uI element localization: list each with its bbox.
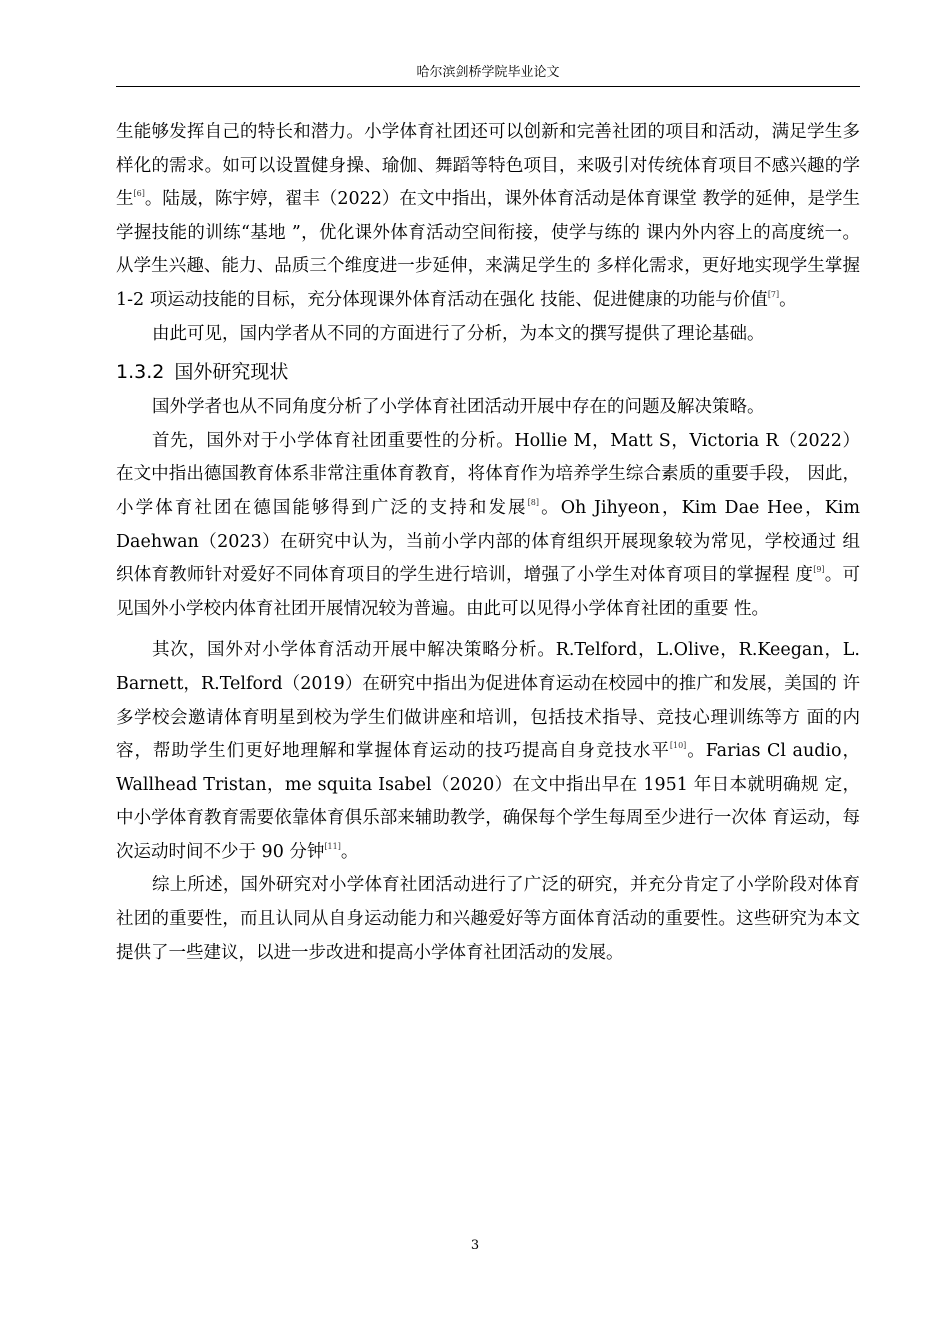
page-body	[116, 116, 860, 970]
paragraph-text: 国外学者也从不同角度分析了小学体育社团活动开展中存在的问题及解决策略。	[152, 397, 765, 418]
citation-7: [7]	[767, 289, 780, 299]
paragraph-text: 由此可见，国内学者从不同的方面进行了分析，为本文的撰写提供了理论基础。	[152, 323, 765, 344]
paragraph	[116, 116, 860, 318]
citation-9: [9]	[813, 565, 825, 575]
section-heading	[116, 355, 860, 389]
paragraph-text: 综上所述，国外研究对小学体育社团活动进行了广泛的研究，并充分肯定了小学阶段对体育社团的重要性，而且认同从自身运动能力和兴趣爱好等方面体育活动的重要性。这些研究为本文提供了一些建议，以进一步改进和提高小学体育社团活动的发展。	[116, 875, 860, 963]
citation-8: [8]	[527, 497, 539, 507]
section-title: 国外研究现状	[174, 361, 289, 384]
paragraph-text: 。陆晟，陈宇婷，翟丰（2022）在文中指出，课外体育活动是体育课堂 教学的延伸，是学生学握技能的训练“基地 ”，优化课外体育活动空间衔接，使学与练的 课内外内容上的高度统一。从学生兴趣、能力、品质三个维度进一步延伸，来满足学生的 多样化需求，更好地实现学生掌握 1-2 项运动技能的目标，充分体现课外体育活动在强化 技能、促进健康的功能与价值	[116, 189, 861, 310]
paragraph	[116, 391, 860, 425]
paragraph	[116, 425, 860, 627]
paragraph-text: 。可见国外小学校内体育社团开展情况较为普遍。由此可以见得小学体育社团的重要 性。	[116, 565, 861, 619]
paragraph	[116, 634, 860, 869]
header-rule	[116, 86, 860, 87]
running-header: 哈尔滨剑桥学院毕业论文	[416, 65, 560, 80]
paragraph-text: 。	[340, 841, 359, 862]
citation-6: [6]	[133, 189, 145, 199]
citation-11: [11]	[324, 841, 341, 851]
paragraph	[116, 318, 860, 352]
paragraph-text: 。Oh Jihyeon，Kim Dae Hee，Kim Daehwan（2023）在研究中认为，当前小学内部的体育组织开展现象较为常见，学校通过 组织体育教师针对爱好不同体育项目的学生进行培训，增强了小学生对体育项目的掌握程 度	[116, 497, 860, 586]
citation-10: [10]	[669, 741, 687, 751]
paragraph-text: 生能够发挥自己的特长和潜力。小学体育社团还可以创新和完善社团的项目和活动，满足学生多样化的需求。如可以设置健身操、瑜伽、舞蹈等特色项目，来吸引对传统体育项目不感兴趣的学生	[116, 122, 860, 210]
paragraph-gap	[116, 626, 860, 634]
paragraph-text: 。	[779, 289, 797, 310]
paragraph-text: 。Farias Cl audio，Wallhead Tristan，me squita Isabel（2020）在文中指出早在 1951 年日本就明确规 定，中小学体育教育需要依靠体育俱乐部来辅助教学，确保每个学生每周至少进行一次体 育运动，每次运动时间不少于 90 分钟	[116, 741, 861, 862]
section-number: 1.3.2	[116, 361, 165, 384]
paragraph-text: 首先，国外对于小学体育社团重要性的分析。Hollie M，Matt S，Victoria R（2022） 在文中指出德国教育体系非常注重体育教育，将体育作为培养学生综合素质的重要手段， 因此，小学体育社团在德国能够得到广泛的支持和发展	[116, 430, 860, 518]
paragraph	[116, 869, 860, 970]
paragraph-text: 其次，国外对小学体育活动开展中解决策略分析。R.Telford，L.Olive，R.Keegan，L. Barnett，R.Telford（2019）在研究中指出为促进体育运动在校园中的推广和发展，美国的 许多学校会邀请体育明星到校为学生们做讲座和培训，包括技术指导、竞技心理训练等方 面的内容，帮助学生们更好地理解和掌握体育运动的技巧提高自身竞技水平	[116, 640, 860, 762]
page-number: 3	[470, 1238, 480, 1253]
